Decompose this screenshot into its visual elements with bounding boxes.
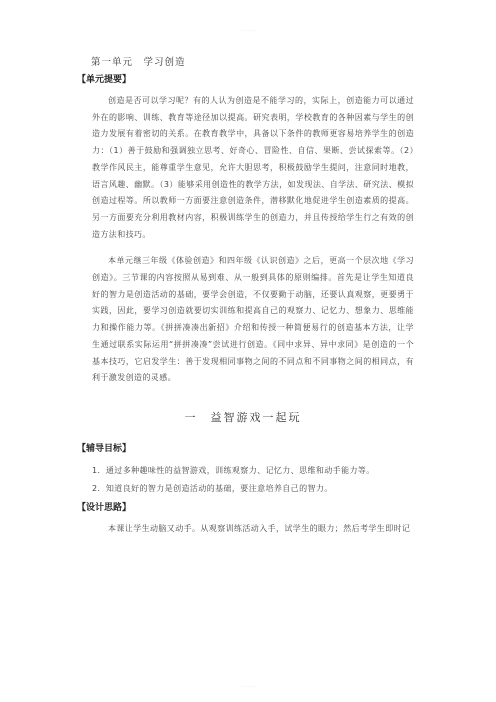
unit-intro-paragraph-1: 创造是否可以学习呢？有的人认为创造是不能学习的，实际上，创造能力可以通过外在的影响、训练、教育等途径加以提高。研究表明，学校教育的各种因素与学生的创造力发展有着密切的关系。在教育教学中，具备以下条件的教师更容易培养学生的创造力：（1）善于鼓励和强调独立思考、好奇心、冒险性、自信、果断、尝试探索等。（2）教学作风民主，能尊重学生意见，允许大胆思考，积极鼓励学生提问，注意同时地教，语言风趣、幽默。（3）能够采用创造性的教学方法，如发现法、自学法、研究法、模拟创造过程等。所以教师一方面要注意创造条件，潜移默化地促进学生创造素质的提高。另一方面要充分利用教材内容，积极训练学生的创造力，并且传授给学生行之有效的创造方法和技巧。 xyxy=(92,96,414,239)
unit-title: 第一单元 学习创造 xyxy=(91,57,186,68)
page-content xyxy=(77,56,414,538)
page-header-mark: ·········· xyxy=(239,28,257,33)
goal-item-2: 2．知道良好的智力是创造活动的基础，要注意培养自己的智力。 xyxy=(92,483,333,493)
design-heading: 【设计思路】 xyxy=(77,502,132,513)
unit-intro-heading: 【单元提要】 xyxy=(77,75,132,85)
section-title: 一 益智游戏一起玩 xyxy=(184,410,302,424)
goal-item-1: 1．通过多种趣味性的益智游戏，训练观察力、记忆力、思维和动手能力等。 xyxy=(92,465,375,475)
unit-intro-paragraph-2: 本单元继三年级《体验创造》和四年级《认识创造》之后，更高一个层次地《学习创造》。三节课的内容按照从易到难、从一般到具体的原则编排。首先是让学生知道良好的智力是创造活动的基础，要学会创造，不仅要勤于动脑，还要认真观察，更要勇于实践，因此，要学习创造就要切实训练和提高自己的观察力、记忆力、想象力、思维能力和操作能力等。《拼拼凑凑出新招》介绍和传授一种简便易行的创造基本方法，让学生通过联系实际运用“拼拼凑凑”尝试进行创造。《同中求异、异中求同》是创造的一个基本技巧，它启发学生：善于发现相同事物之间的不同点和不同事物之间的相同点，有利于激发创造的灵感。 xyxy=(92,256,414,383)
goals-heading: 【辅导目标】 xyxy=(77,443,132,454)
page-footer-mark: ·········· xyxy=(239,684,257,689)
design-paragraph: 本课让学生动脑又动手。从观察训练活动入手，试学生的眼力；然后考学生即时记 xyxy=(108,523,411,533)
